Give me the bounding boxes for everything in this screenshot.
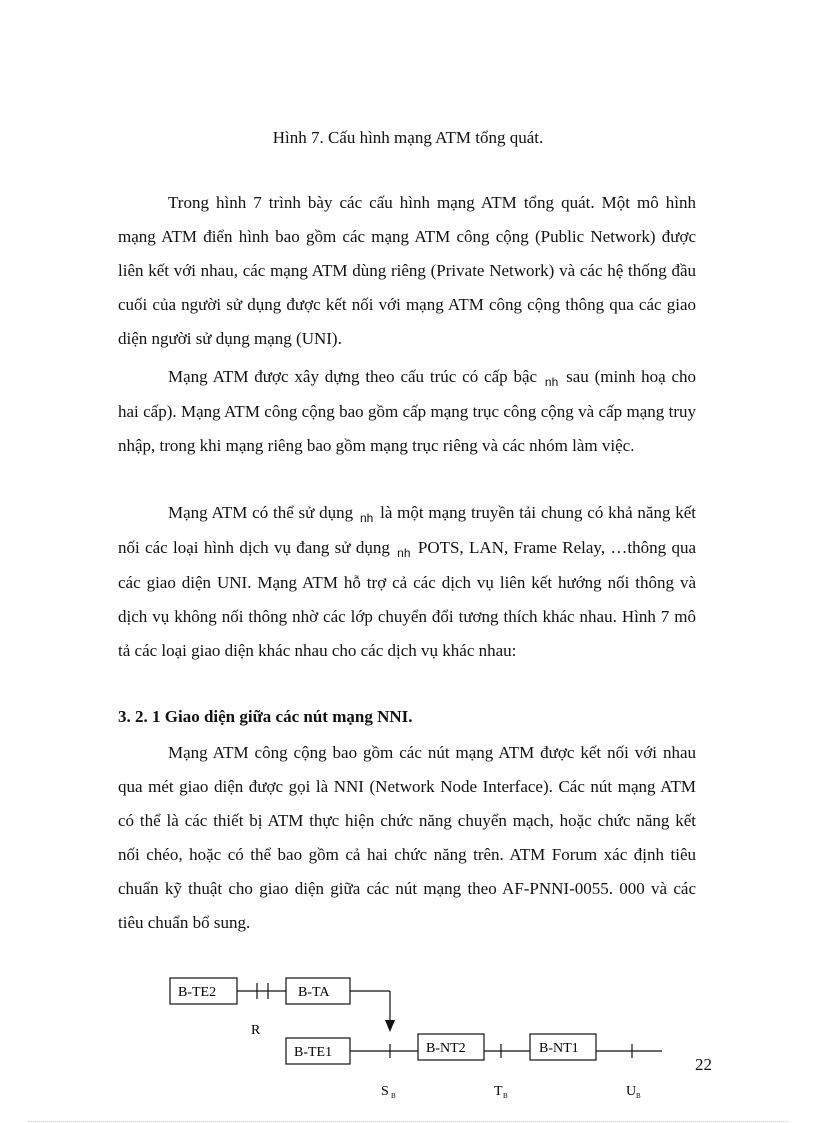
subscript-note: nh: [544, 375, 559, 389]
ref-t-sub: B: [503, 1092, 508, 1100]
label-b-ta: B-TA: [298, 985, 330, 1000]
label-b-te2: B-TE2: [178, 985, 217, 1000]
ref-s-sub: B: [391, 1092, 396, 1100]
paragraph-3: Mạng ATM có thể sử dụng $_{nh}$ là một mạng truyền tải chung có khả năng kết nối các loại hình dịch vụ đang sử dụng $_{nh}$ POTS, LAN, Frame Relay, …thông qua các giao diện UNI. Mạng ATM hỗ trợ cả các dịch vụ liên kết hướng nối thông và dịch vụ không nối thông nhờ các lớp chuyển đổi tương thích khác nhau. Hình 7 mô tả các loại giao diện khác nhau cho các dịch vụ khác nhau:: [118, 503, 697, 660]
reference-configuration-diagram: [0, 960, 816, 1110]
ref-t: T: [494, 1084, 503, 1099]
label-b-nt1: B-NT1: [539, 1041, 579, 1056]
figure-caption: Hình 7. Cấu hình mạng ATM tổng quát.: [272, 128, 544, 147]
subscript-note: nh: [397, 546, 411, 560]
page-number: 22: [695, 1055, 712, 1074]
label-b-te1: B-TE1: [294, 1045, 333, 1060]
ref-r: R: [251, 1023, 261, 1038]
label-b-nt2: B-NT2: [426, 1041, 466, 1056]
ref-u: U: [626, 1084, 637, 1099]
paragraph-2: Mạng ATM được xây dựng theo cấu trúc có cấp bậc $_{nh}$ sau (minh hoạ cho hai cấp). Mạng ATM công cộng bao gồm cấp mạng trục công cộng và cấp mạng truy nhập, trong khi mạng riêng bao gồm mạng trục riêng và các nhóm làm việc.: [118, 367, 697, 455]
paragraph-4: Mạng ATM công cộng bao gồm các nút mạng ATM được kết nối với nhau qua mét giao diện được gọi là NNI (Network Node Interface). Các nút mạng ATM có thể là các thiết bị ATM thực hiện chức năng chuyển mạch, hoặc chức năng kết nối chéo, hoặc có thể bao gồm cả hai chức năng trên. ATM Forum xác định tiêu chuẩn kỹ thuật cho giao diện giữa các nút mạng theo AF-PNNI-0055. 000 và các tiêu chuẩn bổ sung.: [118, 743, 696, 932]
arrowhead: [385, 1020, 395, 1032]
paragraph-1: Trong hình 7 trình bày các cấu hình mạng ATM tổng quát. Một mô hình mạng ATM điển hình bao gồm các mạng ATM công cộng (Public Network) được liên kết với nhau, các mạng ATM dùng riêng (Private Network) và các hệ thống đầu cuối của người sử dụng được kết nối với mạng ATM công cộng thông qua các giao diện người sử dụng mạng (UNI).: [118, 193, 696, 348]
section-heading: 3. 2. 1 Giao diện giữa các nút mạng NNI.: [118, 707, 413, 726]
ref-u-sub: B: [636, 1092, 641, 1100]
ref-s: S: [381, 1084, 389, 1099]
bottom-divider: [28, 1121, 788, 1122]
subscript-note: nh: [359, 511, 374, 525]
